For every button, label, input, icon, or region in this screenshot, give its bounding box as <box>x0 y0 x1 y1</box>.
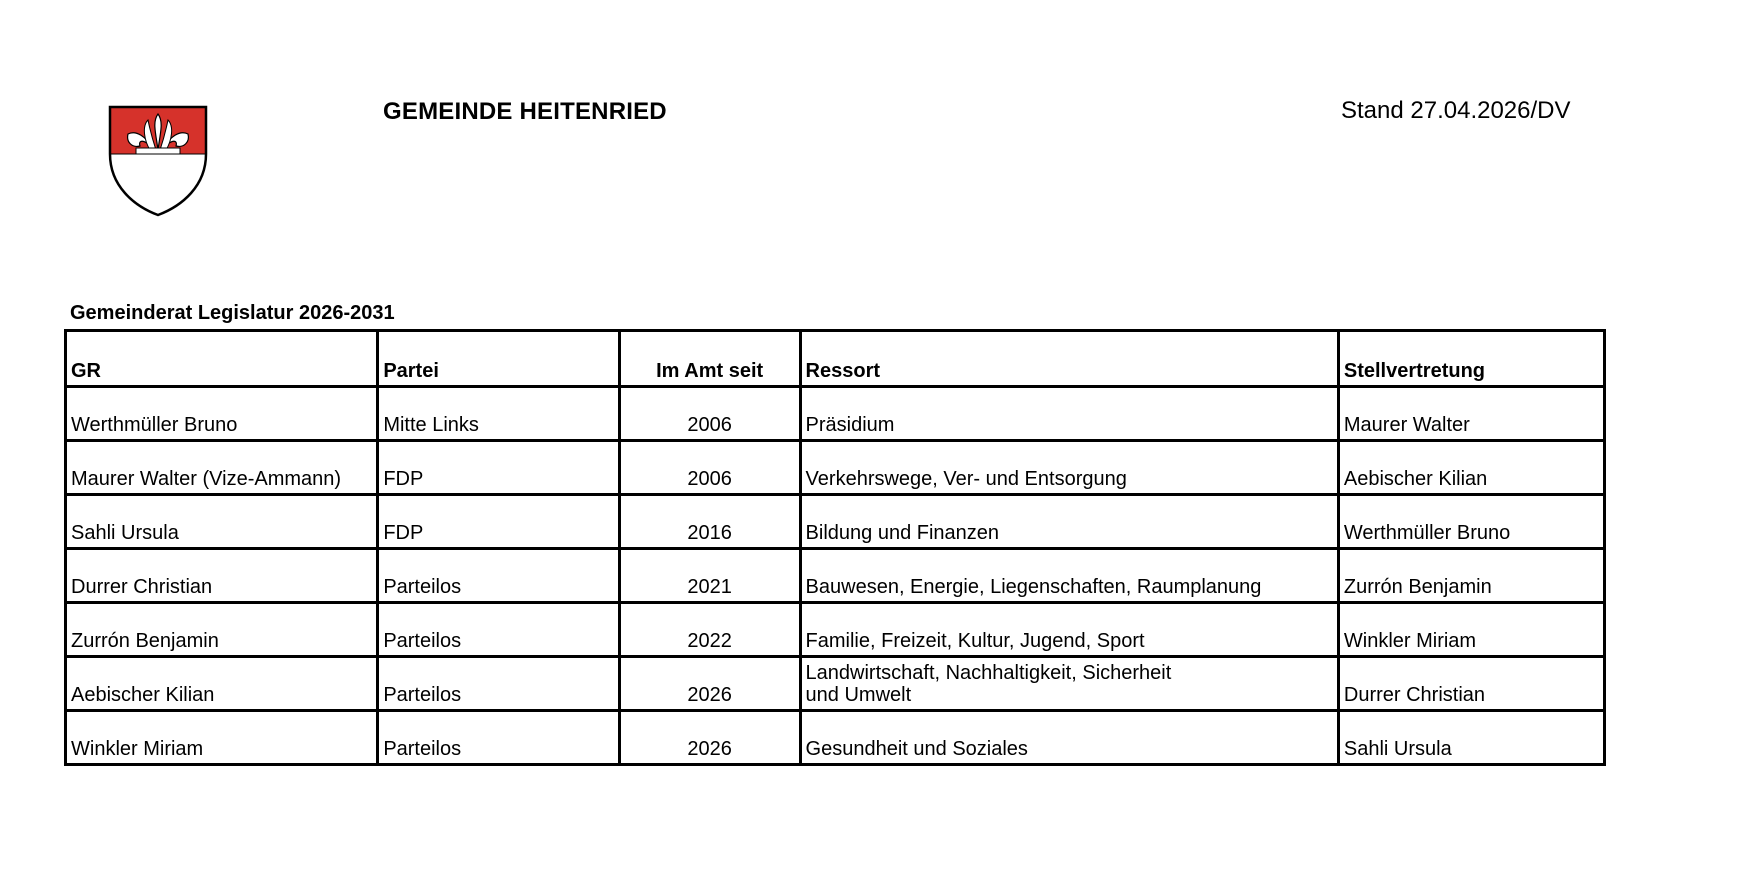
cell-stellvertretung: Sahli Ursula <box>1338 711 1604 765</box>
cell-gr: Maurer Walter (Vize-Ammann) <box>66 441 378 495</box>
cell-gr: Sahli Ursula <box>66 495 378 549</box>
table-header-row <box>66 331 1605 387</box>
table-row <box>66 657 1605 711</box>
cell-ressort: Verkehrswege, Ver- und Entsorgung <box>800 441 1338 495</box>
cell-ressort: Gesundheit und Soziales <box>800 711 1338 765</box>
column-header-ressort: Ressort <box>800 331 1338 387</box>
column-header-gr: GR <box>66 331 378 387</box>
cell-gr: Durrer Christian <box>66 549 378 603</box>
cell-ressort <box>800 657 1338 711</box>
status-date: Stand 27.04.2026/DV <box>1341 97 1571 124</box>
cell-stellvertretung: Maurer Walter <box>1338 387 1604 441</box>
cell-ressort: Präsidium <box>800 387 1338 441</box>
cell-im-amt-seit: 2006 <box>619 441 800 495</box>
cell-partei: Parteilos <box>378 711 619 765</box>
cell-ressort-line-2: und Umwelt <box>805 684 912 706</box>
cell-stellvertretung: Winkler Miriam <box>1338 603 1604 657</box>
cell-partei: Parteilos <box>378 603 619 657</box>
column-header-partei: Partei <box>378 331 619 387</box>
cell-partei: Mitte Links <box>378 387 619 441</box>
cell-stellvertretung: Zurrón Benjamin <box>1338 549 1604 603</box>
table-row <box>66 495 1605 549</box>
table-row <box>66 711 1605 765</box>
cell-im-amt-seit: 2022 <box>619 603 800 657</box>
cell-im-amt-seit: 2021 <box>619 549 800 603</box>
council-table <box>64 329 1606 766</box>
table-row <box>66 387 1605 441</box>
cell-gr: Aebischer Kilian <box>66 657 378 711</box>
cell-partei: FDP <box>378 495 619 549</box>
column-header-im-amt-seit: Im Amt seit <box>619 331 800 387</box>
cell-gr: Zurrón Benjamin <box>66 603 378 657</box>
cell-im-amt-seit: 2006 <box>619 387 800 441</box>
cell-stellvertretung: Durrer Christian <box>1338 657 1604 711</box>
cell-im-amt-seit: 2026 <box>619 711 800 765</box>
table-row <box>66 603 1605 657</box>
cell-stellvertretung: Werthmüller Bruno <box>1338 495 1604 549</box>
cell-im-amt-seit: 2016 <box>619 495 800 549</box>
column-header-stellvertretung: Stellvertretung <box>1338 331 1604 387</box>
cell-im-amt-seit: 2026 <box>619 657 800 711</box>
coat-of-arms-icon <box>106 104 210 218</box>
page-title: GEMEINDE HEITENRIED <box>383 98 667 125</box>
table-row <box>66 441 1605 495</box>
cell-partei: Parteilos <box>378 549 619 603</box>
table-row <box>66 549 1605 603</box>
cell-partei: Parteilos <box>378 657 619 711</box>
cell-partei: FDP <box>378 441 619 495</box>
cell-gr: Werthmüller Bruno <box>66 387 378 441</box>
cell-stellvertretung: Aebischer Kilian <box>1338 441 1604 495</box>
cell-ressort: Bildung und Finanzen <box>800 495 1338 549</box>
cell-ressort-line-1: Landwirtschaft, Nachhaltigkeit, Sicherheit <box>805 662 1172 684</box>
cell-ressort: Familie, Freizeit, Kultur, Jugend, Sport <box>800 603 1338 657</box>
table-caption: Gemeinderat Legislatur 2026-2031 <box>70 302 395 324</box>
cell-ressort: Bauwesen, Energie, Liegenschaften, Raumplanung <box>800 549 1338 603</box>
cell-gr: Winkler Miriam <box>66 711 378 765</box>
